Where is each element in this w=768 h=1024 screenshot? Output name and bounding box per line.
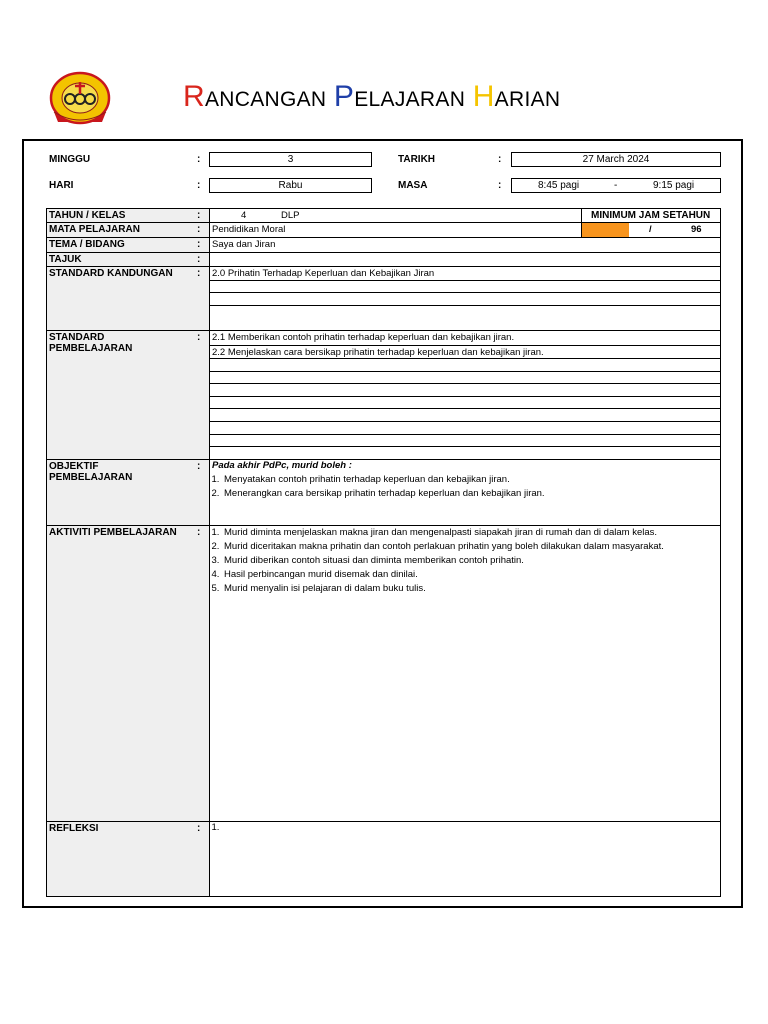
aktiviti-colon: : [197, 527, 201, 538]
title-word-3 [473, 82, 561, 112]
aktiviti-item[interactable]: 5. Murid menyalin isi pelajaran di dalam buku tulis. [222, 582, 664, 596]
title-rest-1: ANCANGAN [204, 88, 327, 111]
row-line [209, 280, 720, 281]
mata-pelajaran-label: MATA PELAJARAN [49, 224, 140, 235]
lesson-table [46, 208, 721, 897]
masa-label: MASA [398, 180, 428, 191]
page-title [183, 82, 560, 115]
tajuk-colon: : [197, 254, 201, 265]
aktiviti-item[interactable]: 2. Murid diceritakan makna prihatin dan contoh perlakuan prihatin yang boleh dilakukan dalam masyarakat. [222, 540, 664, 554]
minggu-label: MINGGU [49, 154, 91, 165]
aktiviti-item[interactable]: 1. Murid diminta menjelaskan makna jiran dan mengenalpasti siapakah jiran di rumah dan di dalam kelas. [222, 526, 664, 540]
row-line [209, 408, 720, 409]
objektif-colon: : [197, 461, 201, 472]
masa-end: 9:15 pagi [653, 180, 695, 191]
tahun-value[interactable]: 4 [241, 210, 247, 221]
title-word-1 [183, 82, 326, 112]
tema-colon: : [197, 239, 201, 250]
row-line [209, 292, 720, 293]
standard-kandungan-value[interactable]: 2.0 Prihatin Terhadap Keperluan dan Kebajikan Jiran [212, 268, 435, 279]
standard-pembelajaran-value-2[interactable]: 2.2 Menjelaskan cara bersikap prihatin terhadap keperluan dan kebajikan jiran. [212, 347, 544, 358]
mata-pelajaran-value[interactable]: Pendidikan Moral [212, 224, 286, 235]
minimum-slash: / [649, 224, 652, 235]
objektif-item[interactable]: 2. Menerangkan cara bersikap prihatin terhadap keperluan dan kebajikan jiran. [222, 487, 545, 501]
row-line [209, 345, 720, 346]
hari-colon: : [197, 180, 201, 191]
title-cap-2: P [333, 80, 355, 113]
objektif-list [198, 473, 545, 501]
masa-colon: : [498, 180, 502, 191]
row-line [47, 237, 720, 238]
row-line [209, 358, 720, 359]
refleksi-list [198, 821, 224, 835]
minimum-jam-label: MINIMUM JAM SETAHUN [591, 210, 711, 221]
refleksi-item[interactable] [222, 821, 224, 835]
objektif-label-1: OBJEKTIF [49, 461, 99, 472]
tema-label: TEMA / BIDANG [49, 239, 125, 250]
jam-progress-fill [582, 223, 629, 237]
mata-colon: : [197, 224, 201, 235]
tajuk-label: TAJUK [49, 254, 82, 265]
row-line [209, 434, 720, 435]
hari-label: HARI [49, 180, 74, 191]
objektif-intro: Pada akhir PdPc, murid boleh : [212, 460, 352, 471]
masa-start: 8:45 pagi [538, 180, 580, 191]
aktiviti-item[interactable]: 3. Murid diberikan contoh situasi dan diminta memberikan contoh prihatin. [222, 554, 664, 568]
title-word-2 [334, 82, 465, 112]
tarikh-colon: : [498, 154, 502, 165]
hari-field[interactable]: Rabu [209, 178, 372, 193]
objektif-item[interactable]: 1. Menyatakan contoh prihatin terhadap keperluan dan kebajikan jiran. [222, 473, 545, 487]
aktiviti-item[interactable]: 4. Hasil perbincangan murid disemak dan dinilai. [222, 568, 664, 582]
tahun-colon: : [197, 210, 201, 221]
minggu-field[interactable]: 3 [209, 152, 372, 167]
refleksi-colon: : [197, 823, 201, 834]
row-line [47, 459, 720, 460]
standard-pembelajaran-label-2: PEMBELAJARAN [49, 343, 133, 354]
row-line [209, 305, 720, 306]
tarikh-field[interactable]: 27 March 2024 [511, 152, 721, 167]
row-line [47, 252, 720, 253]
kelas-value[interactable]: DLP [281, 210, 300, 221]
row-line [209, 371, 720, 372]
sp-colon: : [197, 332, 201, 343]
standard-pembelajaran-label-1: STANDARD [49, 332, 105, 343]
tahun-label: TAHUN / KELAS [49, 210, 126, 221]
row-line [209, 446, 720, 447]
minggu-colon: : [197, 154, 201, 165]
masa-field[interactable] [511, 178, 721, 193]
title-cap-1: R [183, 80, 205, 113]
masa-separator: - [614, 180, 618, 191]
title-rest-3: ARIAN [494, 88, 561, 111]
refleksi-label: REFLEKSI [49, 823, 99, 834]
school-logo [46, 68, 114, 126]
sk-colon: : [197, 268, 201, 279]
row-line [47, 266, 720, 267]
row-line [209, 421, 720, 422]
row-line [209, 396, 720, 397]
tema-value[interactable]: Saya dan Jiran [212, 239, 276, 250]
standard-pembelajaran-value-1[interactable]: 2.1 Memberikan contoh prihatin terhadap keperluan dan kebajikan jiran. [212, 332, 515, 343]
title-rest-2: ELAJARAN [354, 88, 466, 111]
row-line [209, 383, 720, 384]
title-cap-3: H [472, 80, 495, 113]
aktiviti-list [198, 526, 664, 596]
standard-kandungan-label: STANDARD KANDUNGAN [49, 268, 173, 279]
minimum-total: 96 [691, 224, 702, 235]
row-line [47, 330, 720, 331]
tarikh-label: TARIKH [398, 154, 436, 165]
aktiviti-label: AKTIVITI PEMBELAJARAN [49, 527, 177, 538]
row-line [47, 821, 720, 822]
objektif-label-2: PEMBELAJARAN [49, 472, 133, 483]
